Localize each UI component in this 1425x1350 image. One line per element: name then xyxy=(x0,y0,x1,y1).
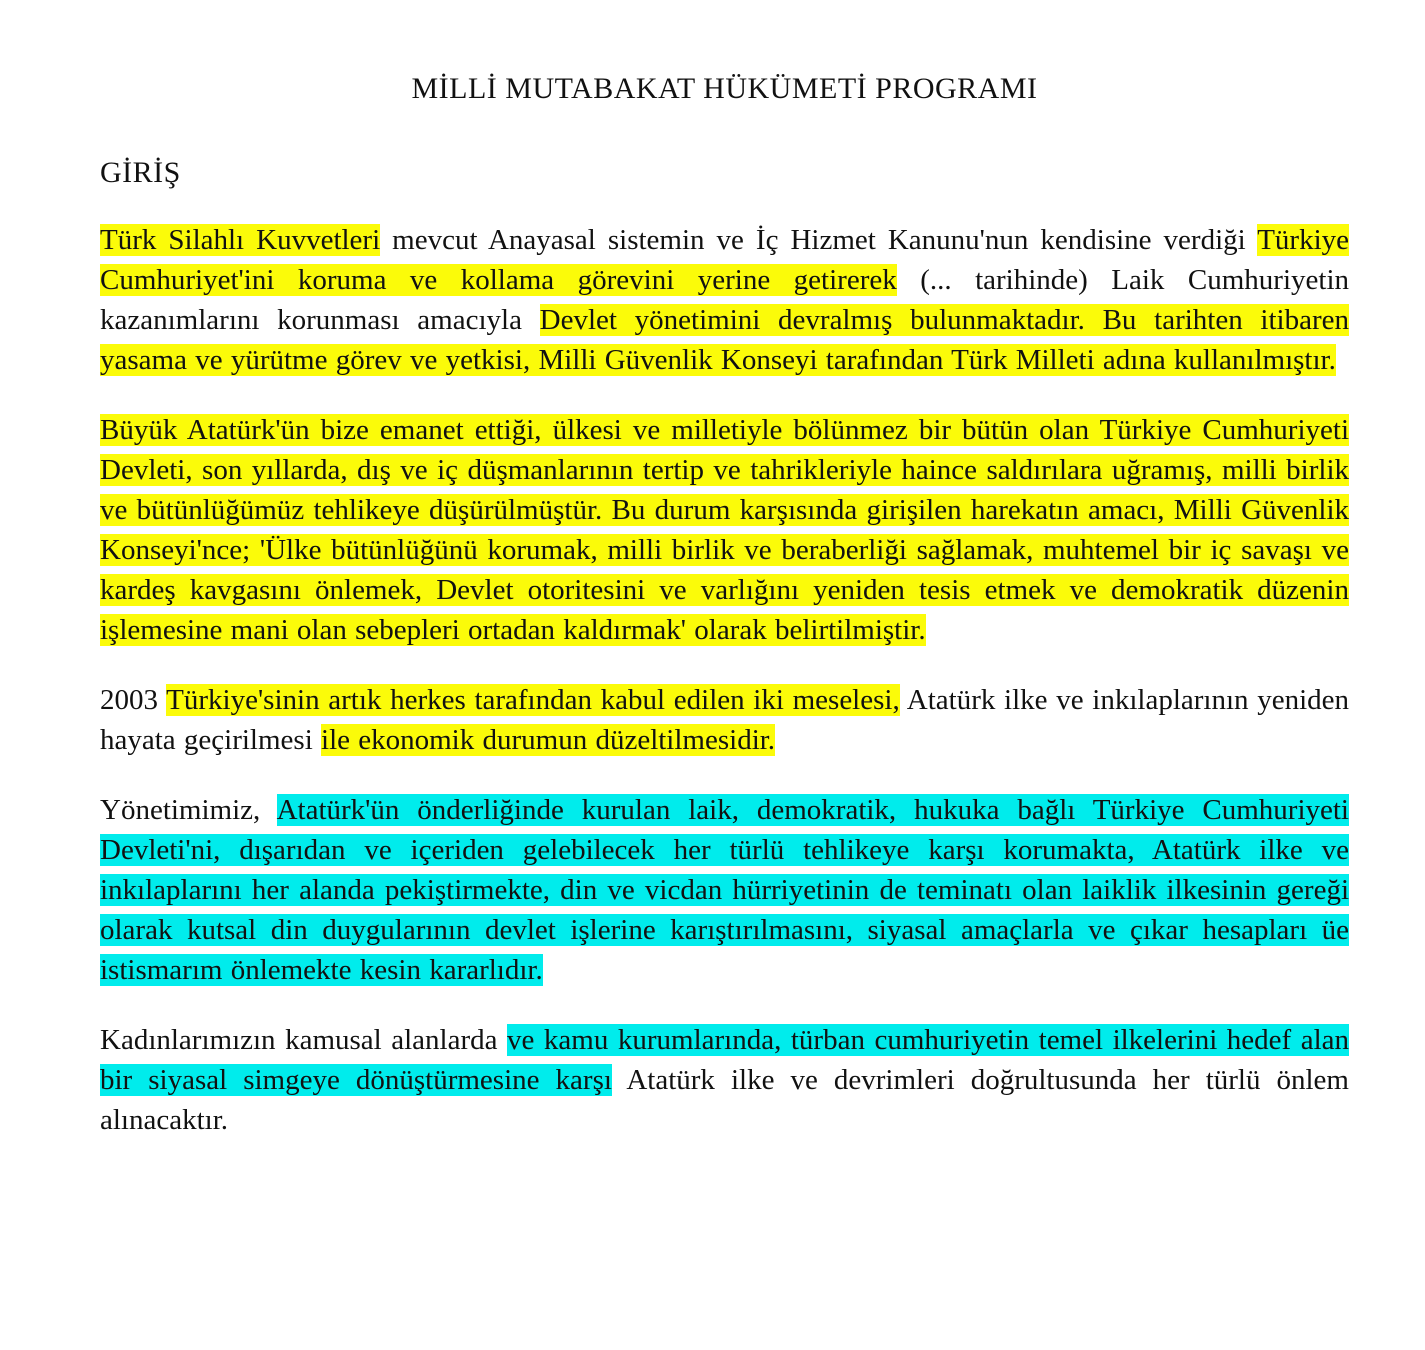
highlighted-text-segment-yellow: Büyük Atatürk'ün bize emanet ettiği, ülkesi ve milletiyle bölünmez bir bütün olan Türkiye Cumhuriyeti Devleti, son yıllarda, dış ve iç düşmanlarının tertip ve tahrikleriyle haince saldırılara uğramış, milli birlik ve bütünlüğümüz tehlikeye düşürülmüştür. Bu durum karşısında girişilen harekatın amacı, Milli Güvenlik Konseyi'nce; 'Ülke bütünlüğünü korumak, milli birlik ve beraberliği sağlamak, muhtemel bir iç savaşı ve kardeş kavgasını önlemek, Devlet otoritesini ve varlığını yeniden tesis etmek ve demokratik düzenin işlemesine mani olan sebepleri ortadan kaldırmak' olarak belirtilmiştir. xyxy=(100,414,1349,646)
text-segment: 2003 xyxy=(100,684,167,716)
highlighted-text-segment-cyan: Atatürk'ün önderliğinde kurulan laik, demokratik, hukuka bağlı Türkiye Cumhuriyeti Devleti'ni, dışarıdan ve içeriden gelebilecek her türlü tehlikeye karşı korumakta, Atatürk ilke ve inkılaplarını her alanda pekiştirmekte, din ve vicdan hürriyetinin de teminatı olan laiklik ilkesinin gereği olarak kutsal din duygularının devlet işlerine karıştırılmasını, siyasal amaçlarla ve çıkar hesapları üe istismarım önlemekte kesin kararlıdır. xyxy=(100,794,1349,986)
highlighted-text-segment-yellow: Devlet yönetimini devralmış bulunmaktadır. Bu tarihten itibaren yasama ve yürütme görev ve yetkisi, Milli Güvenlik Konseyi tarafından Türk Milleti adına kullanılmıştır. xyxy=(100,304,1349,376)
text-segment: (... tarihinde) Laik Cumhuriyetin kazanımlarını korunması amacıyla xyxy=(100,264,1349,336)
text-segment: Atatürk ilke ve devrimleri doğrultusunda her türlü önlem alınacaktır. xyxy=(100,1064,1349,1136)
highlighted-text-segment-yellow: Türkiye'sinin artık herkes tarafından kabul edilen iki meselesi, xyxy=(166,684,900,716)
highlighted-text-segment-yellow: Türk Silahlı Kuvvetleri xyxy=(100,224,381,256)
text-segment: Yönetimimiz, xyxy=(100,794,277,826)
text-segment: Atatürk ilke ve inkılaplarının yeniden hayata geçirilmesi xyxy=(100,684,1349,756)
highlighted-text-segment-yellow: Türkiye Cumhuriyet'ini koruma ve kollama görevini yerine getirerek xyxy=(100,224,1350,296)
paragraph xyxy=(100,220,1349,380)
text-segment: mevcut Anayasal sistemin ve İç Hizmet Kanunu'nun kendisine verdiği xyxy=(380,224,1258,256)
document-body xyxy=(100,220,1349,1140)
paragraph xyxy=(100,790,1349,990)
document-title: MİLLİ MUTABAKAT HÜKÜMETİ PROGRAMI xyxy=(411,72,1038,105)
paragraph xyxy=(100,1020,1349,1140)
highlighted-text-segment-cyan: ve kamu kurumlarında, türban cumhuriyetin temel ilkelerini hedef alan bir siyasal simgeye dönüştürmesine karşı xyxy=(100,1024,1349,1096)
highlighted-text-segment-yellow: ile ekonomik durumun düzeltilmesidir. xyxy=(321,724,776,756)
text-segment: Kadınlarımızın kamusal alanlarda xyxy=(100,1024,508,1056)
paragraph xyxy=(100,410,1349,650)
paragraph xyxy=(100,680,1349,760)
section-heading: GİRİŞ xyxy=(100,156,181,189)
